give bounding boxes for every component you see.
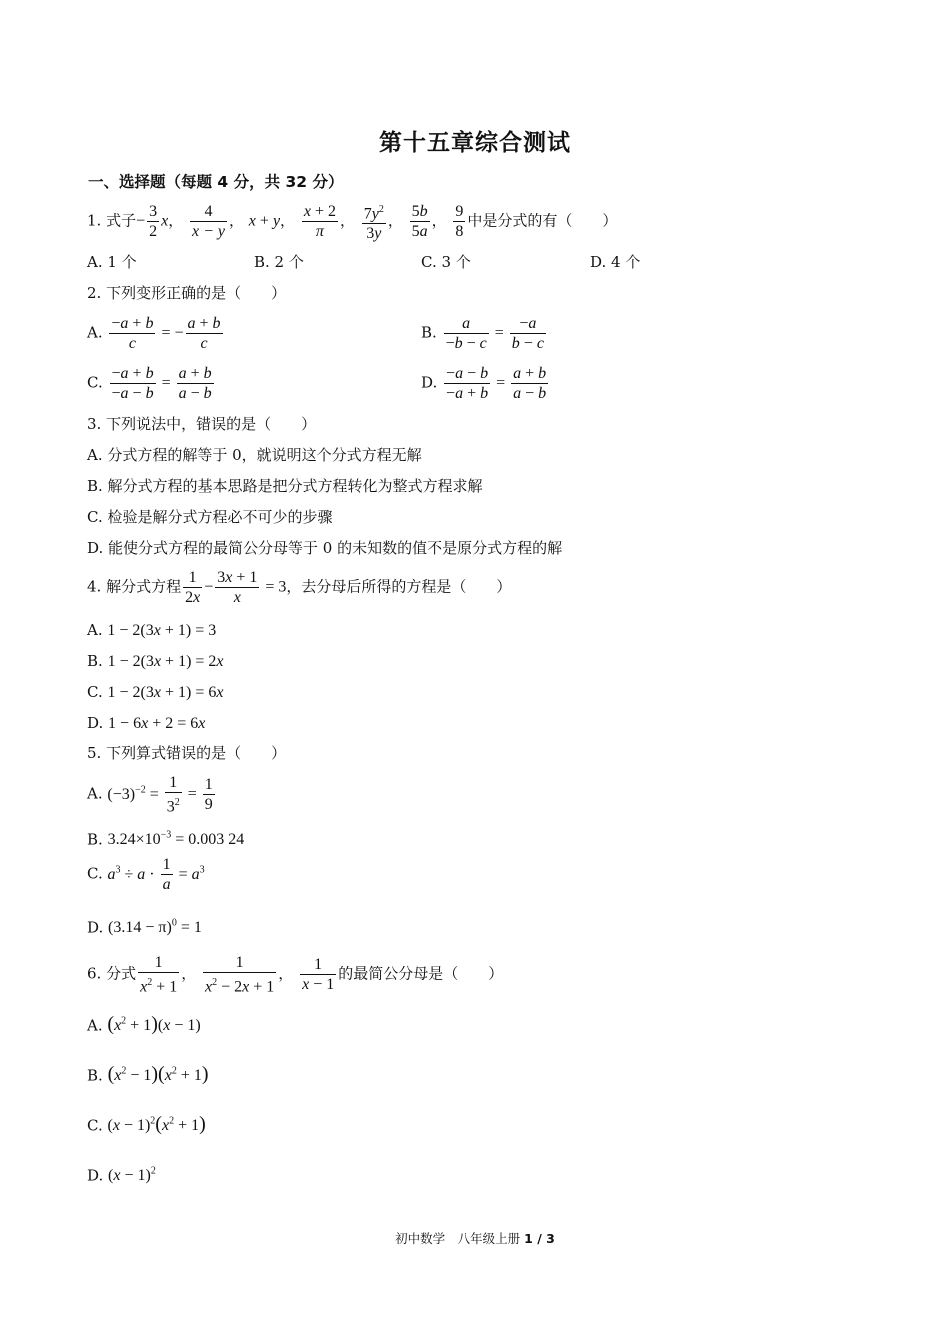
page-title: 第十五章综合测试 [379,130,571,156]
page-footer [0,1229,950,1247]
question-6-stem: 6. 分式 $\frac{1}{x^2 + 1}$ ， $\frac{1}{x^2 - 2x + 1}$ ， $\frac{1}{x - 1}$ 的最简公分母是（ ） [87,954,504,996]
question-5-stem: 5. 下列算式错误的是（ ） [87,744,287,762]
q4-option-d: D. 1 − 6x + 2 = 6x [87,714,206,732]
q4-option-a: A. 1 − 2(3x + 1) = 3 [87,621,217,639]
q5-option-c: C. $a^3 \div a$ · $\frac{1}{a}$ = $a^3$ [87,856,205,893]
page-number: 1 / 3 [524,1231,555,1246]
q2-option-b: B. $\frac{a}{-b - c}$ = $\frac{-a}{b - c}$ [421,315,544,352]
q2-option-d: D. $\frac{-a - b}{-a + b}$ = $\frac{a + b}{a - b}$ [421,365,547,402]
q2-option-a: A. $\frac{-a + b}{c}$ = − $\frac{a + b}{c}$ [87,315,221,352]
q4-option-c: C. 1 − 2(3x + 1) = 6x [87,683,224,701]
q1-option-b: B. 2 个 [254,253,304,271]
q5-option-b: B. $3.24\times 10^{-3} = 0.003$ 24 [87,830,245,849]
q2-option-c: C. $\frac{-a + b}{-a - b}$ = $\frac{a + b}{a - b}$ [87,365,212,402]
q1-option-d: D. 4 个 [590,253,641,271]
question-1-stem: 1. 式子− $\frac{3}{2}$ x， $\frac{4}{x - y}$ ， x + y， $\frac{x + 2}{\pi}$ ， $\frac{7y^2}{3y}$ ， $\frac{5b}{5a}$ ， $\frac{9}{8}$ 中是分式的有（ ） [87,200,617,243]
q6-option-b: B. $(x^2 - 1)(x^2 + 1)$ [87,1063,209,1086]
footer-subject: 初中数学 八年级上册 [395,1231,521,1246]
q6-option-c: C. $(x - 1)^2(x^2 + 1)$ [87,1113,206,1136]
question-3-stem: 3. 下列说法中，错误的是（ ） [87,415,317,433]
q3-option-d: D. 能使分式方程的最简公分母等于 0 的未知数的值不是原分式方程的解 [87,539,563,557]
q3-option-b: B. 解分式方程的基本思路是把分式方程转化为整式方程求解 [87,477,483,495]
q6-option-a: A. $(x^2 + 1)(x - 1)$ [87,1013,201,1036]
q1-option-a: A. 1 个 [87,253,137,271]
section-heading: 一、选择题（每题 4 分，共 32 分） [88,173,344,191]
q3-option-a: A. 分式方程的解等于 0，就说明这个分式方程无解 [87,446,422,464]
question-2-stem: 2. 下列变形正确的是（ ） [87,284,287,302]
q5-option-a: A. $(-3)^{-2}$ = $\frac{1}{3^2}$ = $\frac{1}{9}$ [87,774,213,816]
q6-option-d: D. $(x - 1)^2$ [87,1166,156,1185]
q3-option-c: C. 检验是解分式方程必不可少的步骤 [87,508,333,526]
q4-option-b: B. 1 − 2(3x + 1) = 2x [87,652,224,670]
q1-option-c: C. 3 个 [421,253,471,271]
q5-option-d: D. $(3.14 - \pi)^0 = 1$ [87,918,202,937]
question-4-stem: 4. 解分式方程 $\frac{1}{2x}$ − $\frac{3x + 1}{x}$ = 3，去分母后所得的方程是（ ） [87,569,512,606]
